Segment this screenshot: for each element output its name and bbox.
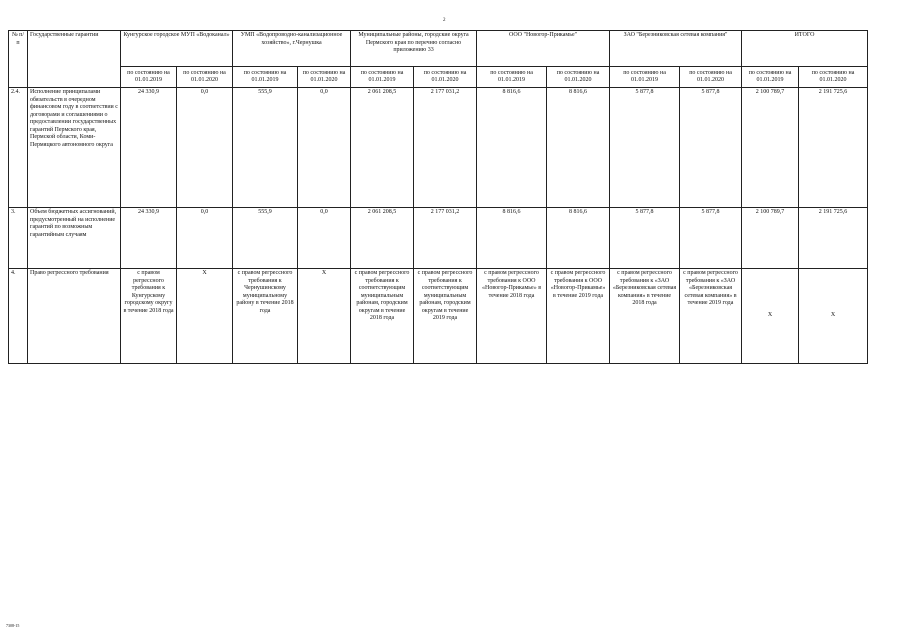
- row-num: 2.4.: [9, 88, 28, 208]
- footer-code: 7308-15: [6, 623, 20, 628]
- guarantees-table: [8, 30, 868, 364]
- date-header: по состоянию на 01.01.2019: [742, 67, 799, 88]
- cell-value: 2 177 031,2: [414, 88, 477, 208]
- cell-value: с правом регрессного требования к соответствующим муниципальным районам, городским округам в течение 2018 года: [351, 269, 414, 364]
- cell-value: с правом регрессного требования к соответствующим муниципальным районам, городским округам в течение 2019 года: [414, 269, 477, 364]
- cell-value: Х: [298, 269, 351, 364]
- date-header: по состоянию на 01.01.2020: [799, 67, 868, 88]
- header-org-novogor: ООО "Новогор-Прикамье": [477, 31, 610, 67]
- cell-value: 8 816,6: [547, 208, 610, 269]
- date-header: по состоянию на 01.01.2020: [177, 67, 233, 88]
- cell-value: 8 816,6: [477, 208, 547, 269]
- date-header-row: [9, 67, 868, 88]
- date-header: по состоянию на 01.01.2020: [680, 67, 742, 88]
- cell-value: с правом регрессного требования к Чернушинскому муниципальному району в течение 2018 года: [233, 269, 298, 364]
- cell-value: 555,9: [233, 208, 298, 269]
- cell-value: с правом регрессного требования к ООО «Новогор-Прикамье» в течение 2019 года: [547, 269, 610, 364]
- cell-value: 2 061 208,5: [351, 208, 414, 269]
- cell-value: с правом регрессного требования к ООО «Новогор-Прикамье» в течение 2018 года: [477, 269, 547, 364]
- page-number: 2: [443, 18, 446, 23]
- date-header: по состоянию на 01.01.2019: [121, 67, 177, 88]
- cell-value: 5 877,8: [680, 88, 742, 208]
- cell-value: 2 061 208,5: [351, 88, 414, 208]
- cell-value: 2 100 789,7: [742, 88, 799, 208]
- cell-value: 0,0: [177, 88, 233, 208]
- row-num: 3.: [9, 208, 28, 269]
- header-org-municipal: Муниципальные районы, городские округа Пермского края по перечню согласно приложению 33: [351, 31, 477, 67]
- row-label: Право регрессного требования: [28, 269, 121, 364]
- cell-value: 8 816,6: [547, 88, 610, 208]
- cell-value: 8 816,6: [477, 88, 547, 208]
- row-label: Исполнение принципалами обязательств в очередном финансовом году в соответствии с договорами и соглашениями о предоставлении государственных гарантий Пермского края, Пермской области, Коми-Пермяцкого автономного округа: [28, 88, 121, 208]
- date-header: по состоянию на 01.01.2020: [414, 67, 477, 88]
- date-header: по состоянию на 01.01.2019: [351, 67, 414, 88]
- date-header: по состоянию на 01.01.2020: [298, 67, 351, 88]
- cell-value: 5 877,8: [680, 208, 742, 269]
- header-org-kungur: Кунгурское городское МУП «Водоканал»: [121, 31, 233, 67]
- date-header: по состоянию на 01.01.2020: [547, 67, 610, 88]
- table-row: [9, 208, 868, 269]
- cell-value: 24 330,9: [121, 208, 177, 269]
- cell-value: 5 877,8: [610, 208, 680, 269]
- header-row: [9, 31, 868, 67]
- date-header: по состоянию на 01.01.2019: [477, 67, 547, 88]
- header-org-bereznikovskaya: ЗАО "Березниковская сетевая компания": [610, 31, 742, 67]
- cell-value: с правом регрессного требования к «ЗАО «Березниковская сетевая компания» в течение 2019 года: [680, 269, 742, 364]
- row-label: Объем бюджетных ассигнований, предусмотренный на исполнение гарантий по возможным гарантийным случаям: [28, 208, 121, 269]
- cell-value: 0,0: [177, 208, 233, 269]
- cell-value: Х: [742, 269, 799, 364]
- cell-value: 2 100 789,7: [742, 208, 799, 269]
- cell-value: 0,0: [298, 88, 351, 208]
- header-total: ИТОГО: [742, 31, 868, 67]
- cell-value: 0,0: [298, 208, 351, 269]
- header-guarantees: Государственные гарантии: [28, 31, 121, 88]
- cell-value: с правом регрессного требования к «ЗАО «Березниковская сетевая компания» в течение 2018 года: [610, 269, 680, 364]
- cell-value: 555,9: [233, 88, 298, 208]
- cell-value: 2 191 725,6: [799, 88, 868, 208]
- date-header: по состоянию на 01.01.2019: [610, 67, 680, 88]
- row-num: 4.: [9, 269, 28, 364]
- header-org-chernushka: УМП «Водопроводно-канализационное хозяйство», г.Чернушка: [233, 31, 351, 67]
- cell-value: с правом регрессного требования к Кунгурскому городскому округу в течение 2018 года: [121, 269, 177, 364]
- cell-value: Х: [177, 269, 233, 364]
- cell-value: Х: [799, 269, 868, 364]
- table-row: [9, 269, 868, 364]
- table-row: [9, 88, 868, 208]
- date-header: по состоянию на 01.01.2019: [233, 67, 298, 88]
- header-num: № п/п: [9, 31, 28, 88]
- cell-value: 5 877,8: [610, 88, 680, 208]
- cell-value: 24 330,9: [121, 88, 177, 208]
- cell-value: 2 177 031,2: [414, 208, 477, 269]
- cell-value: 2 191 725,6: [799, 208, 868, 269]
